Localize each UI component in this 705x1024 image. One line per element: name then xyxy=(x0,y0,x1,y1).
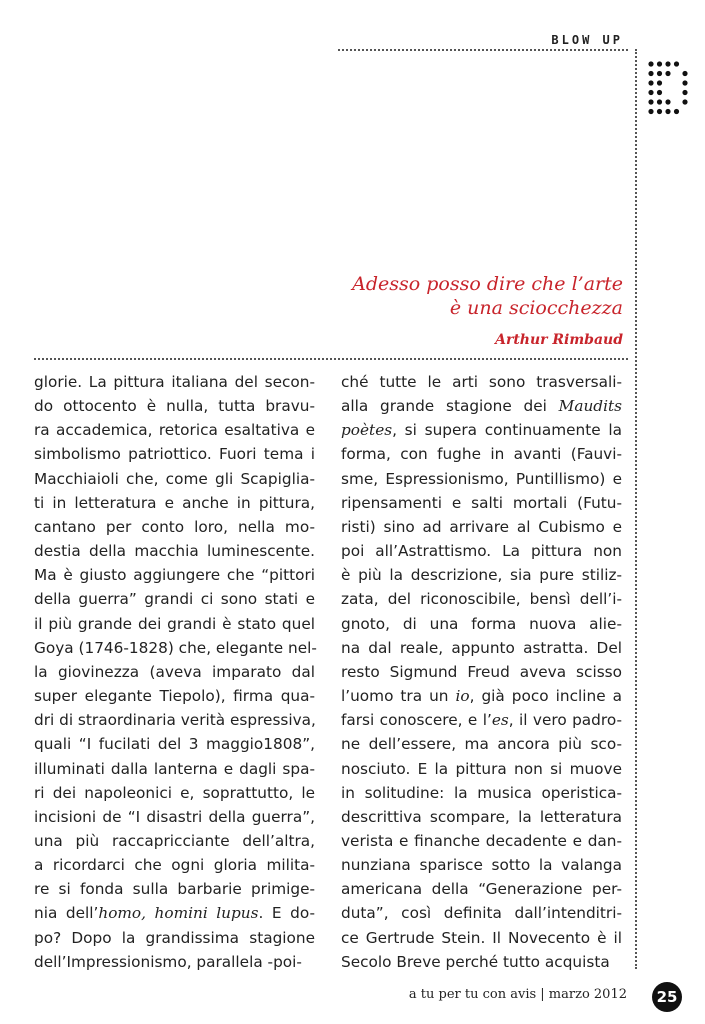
text-line: glorie. La pittura italiana del secon- xyxy=(34,373,315,391)
text-line: illuminati dalla lanterna e dagli spa- xyxy=(34,759,315,778)
text-line: ché tutte le arti sono trasversali- xyxy=(341,373,622,391)
text-line: po? Dopo la grandissima stagione xyxy=(34,928,315,947)
text-line: Ma è giusto aggiungere che “pittori xyxy=(34,566,315,585)
text-line: nia dell’homo, homini lupus. E do- xyxy=(34,904,315,923)
text-line: re si fonda sulla barbarie primige- xyxy=(34,880,315,899)
text-line: ti in letteratura e anche in pittura, xyxy=(34,493,315,512)
text-line: do ottocento è nulla, tutta bravu- xyxy=(34,397,315,416)
text-line: simbolismo patriottico. Fuori tema i xyxy=(34,445,315,464)
text-line: farsi conoscere, e l’es, il vero padro- xyxy=(341,711,622,730)
text-line: ra accademica, retorica esaltativa e xyxy=(34,421,315,440)
text-line: risti) sino ad arrivare al Cubismo e xyxy=(341,517,622,536)
text-line: Secolo Breve perché tutto acquista xyxy=(341,952,610,971)
text-line: poi all’Astrattismo. La pittura non xyxy=(341,542,622,561)
text-line: dell’Impressionismo, parallela -poi- xyxy=(34,952,302,971)
text-line: il più grande dei grandi è stato quel xyxy=(34,614,315,633)
text-line: una più raccapricciante dell’altra, xyxy=(34,831,315,850)
text-line: ne dell’essere, ma ancora più sco- xyxy=(341,735,622,754)
text-line: quali “I fucilati del 3 maggio1808”, xyxy=(34,735,315,754)
text-line: la giovinezza (aveva imparato dal xyxy=(34,662,315,681)
left-column xyxy=(34,370,315,974)
text-line: l’uomo tra un io, già poco incline a xyxy=(341,687,622,706)
text-line: zata, del riconoscibile, bensì dell’i- xyxy=(341,590,622,609)
text-line: è più la descrizione, sia pure stiliz- xyxy=(341,566,622,585)
text-line: alla grande stagione dei Maudits xyxy=(341,397,622,416)
page-number: 25 xyxy=(652,982,682,1012)
text-line: verista e finanche decadente e dan- xyxy=(341,831,622,850)
text-line: na dal reale, appunto astratta. Del xyxy=(341,638,622,657)
text-line: ripensamenti e salti mortali (Futu- xyxy=(341,493,622,512)
text-line: nunziana sparisce sotto la valanga xyxy=(341,856,622,875)
text-line: resto Sigmund Freud aveva scisso xyxy=(341,662,622,681)
pull-quote-line: è una sciocchezza xyxy=(449,297,623,319)
text-line: incisioni de “I disastri della guerra”, xyxy=(34,807,315,826)
mid-dotted-rule xyxy=(34,358,628,360)
text-line: forma, con fughe in avanti (Fauvi- xyxy=(341,445,622,464)
text-line: a ricordarci che ogni gloria milita- xyxy=(34,856,315,875)
right-column xyxy=(341,370,622,974)
text-line: gnoto, di una forma nuova alie- xyxy=(341,614,622,633)
quote-author: Arthur Rimbaud xyxy=(495,332,623,348)
text-line: ri dei napoleonici e, soprattutto, le xyxy=(34,783,315,802)
pull-quote xyxy=(303,272,623,320)
text-line: descrittiva scompare, la letteratura xyxy=(341,807,622,826)
text-line: Macchiaioli che, come gli Scapiglia- xyxy=(34,469,315,488)
text-line: ce Gertrude Stein. Il Novecento è il xyxy=(341,928,622,947)
text-line: cantano per conto loro, nella mo- xyxy=(34,517,315,536)
side-dotted-rule xyxy=(635,49,637,969)
text-line: super elegante Tiepolo), firma qua- xyxy=(34,687,315,706)
text-line: in solitudine: la musica operistica- xyxy=(341,783,622,802)
text-line: duta”, così definita dall’intenditri- xyxy=(341,904,622,923)
text-line: sme, Espressionismo, Puntillismo) e xyxy=(341,469,622,488)
text-line: della guerra” grandi ci sono stati e xyxy=(34,590,315,609)
top-dotted-rule xyxy=(338,49,628,51)
text-line: nosciuto. E la pittura non si muove xyxy=(341,759,622,778)
text-line: poètes, si supera continuamente la xyxy=(341,421,622,440)
text-line: Goya (1746-1828) che, elegante nel- xyxy=(34,638,317,657)
dot-matrix-logo-icon xyxy=(647,60,689,116)
text-line: dri di straordinaria verità espressiva, xyxy=(34,711,316,730)
section-label: BLOW UP xyxy=(551,33,623,47)
text-line: americana della “Generazione per- xyxy=(341,880,622,899)
text-line: destia della macchia luminescente. xyxy=(34,542,315,561)
footer-text: a tu per tu con avis | marzo 2012 xyxy=(408,987,627,1002)
pull-quote-line: Adesso posso dire che l’arte xyxy=(352,273,623,295)
